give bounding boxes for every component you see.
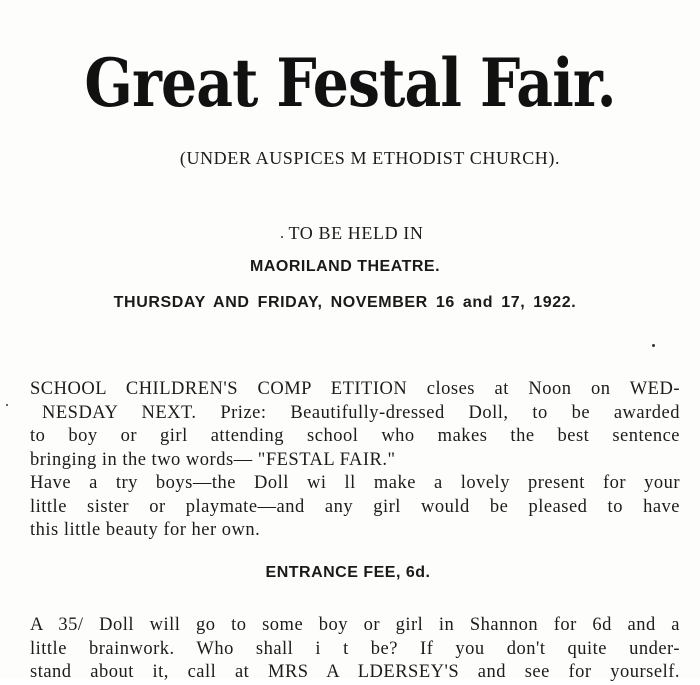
print-speck bbox=[281, 236, 283, 238]
print-speck bbox=[652, 344, 655, 347]
auspices-line: (UNDER AUSPICES M ETHODIST CHURCH). bbox=[179, 148, 561, 168]
competition-line: SCHOOL CHILDREN'S COMP ETITION closes at Noon on WED- bbox=[30, 379, 680, 399]
competition-line: to boy or girl attending school who makes the best sentence bbox=[30, 426, 680, 446]
closing-line: A 35/ Doll will go to some boy or girl in Shannon for 6d and a bbox=[30, 615, 680, 635]
venue-name: MAORILAND THEATRE. bbox=[249, 258, 441, 275]
competition-paragraph bbox=[30, 378, 680, 543]
closing-line: stand about it, call at MRS A LDERSEY'S and see for yourself. bbox=[30, 662, 680, 682]
closing-line: little brainwork. Who shall i t be? If you don't quite under- bbox=[30, 638, 680, 659]
held-intro: TO BE HELD IN bbox=[288, 223, 424, 243]
competition-line: NESDAY NEXT. Prize: Beautifully-dressed Doll, to be awarded bbox=[42, 402, 680, 423]
event-dates: THURSDAY AND FRIDAY, NOVEMBER 16 and 17, 1922. bbox=[113, 294, 577, 311]
competition-line: little sister or playmate—and any girl would be pleased to have bbox=[30, 496, 680, 517]
print-speck bbox=[6, 404, 8, 406]
competition-line: Have a try boys—the Doll wi ll make a lovely present for your bbox=[30, 473, 680, 493]
competition-line: bringing in the two words— "FESTAL FAIR." bbox=[30, 449, 396, 470]
entrance-fee: ENTRANCE FEE, 6d. bbox=[265, 564, 431, 581]
closing-paragraph bbox=[30, 614, 680, 685]
competition-line: this little beauty for her own. bbox=[30, 520, 261, 540]
headline: Great Festal Fair. bbox=[84, 44, 616, 122]
